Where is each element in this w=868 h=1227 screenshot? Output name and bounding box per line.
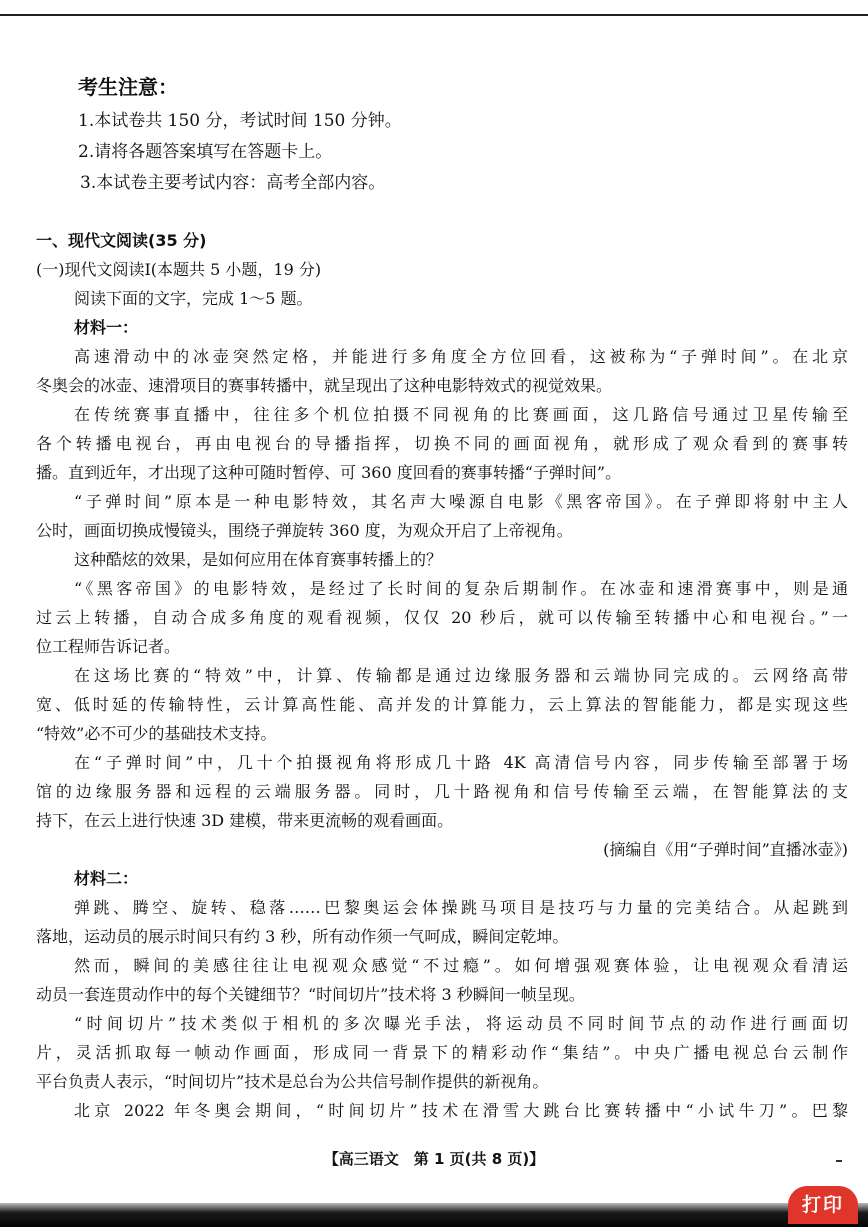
text-line: “子弹时间”原本是一种电影特效，其名声大噪源自电影《黑客帝国》。在子弹即将射中主人 — [74, 492, 848, 511]
notice-item: 2.请将各题答案填写在答题卡上。 — [78, 142, 333, 162]
text-line: 宽、低时延的传输特性，云计算高性能、高并发的计算能力，云上算法的智能能力，都是实现这些 — [36, 695, 848, 714]
text-line: 高速滑动中的冰壶突然定格，并能进行多角度全方位回看，这被称为“子弹时间”。在北京 — [74, 347, 848, 366]
notice-item: 3.本试卷主要考试内容：高考全部内容。 — [80, 173, 386, 193]
text-line: 这种酷炫的效果，是如何应用在体育赛事转播上的？ — [74, 550, 443, 569]
section-subheading: (一)现代文阅读Ⅰ(本题共 5 小题，19 分) — [36, 260, 322, 279]
material-1-source: (摘编自《用“子弹时间”直播冰壶》) — [603, 840, 848, 859]
text-line: 落地，运动员的展示时间只有约 3 秒，所有动作须一气呵成，瞬间定乾坤。 — [36, 927, 569, 946]
instruction: 阅读下面的文字，完成 1～5 题。 — [74, 289, 313, 308]
text-line: 北京 2022 年冬奥会期间，“时间切片”技术在滑雪大跳台比赛转播中“小试牛刀”。巴黎 — [74, 1101, 848, 1120]
bottom-bar — [0, 1203, 868, 1227]
material-1-label: 材料一： — [74, 318, 139, 337]
text-line: 弹跳、腾空、旋转、稳落……巴黎奥运会体操跳马项目是技巧与力量的完美结合。从起跳到 — [74, 898, 848, 917]
text-line: 播。直到近年，才出现了这种可随时暂停、可 360 度回看的赛事转播“子弹时间”。 — [36, 463, 622, 482]
notice-box — [78, 72, 402, 199]
corner-mark — [836, 1160, 842, 1162]
text-line: 然而，瞬间的美感往往让电视观众感觉“不过瘾”。如何增强观赛体验，让电视观众看清运 — [74, 956, 848, 975]
page-footer: 【高三语文 第 1 页(共 8 页)】 — [323, 1150, 545, 1168]
text-line: 动员一套连贯动作中的每个关键细节？“时间切片”技术将 3 秒瞬间一帧呈现。 — [36, 985, 585, 1004]
notice-title: 考生注意： — [78, 75, 178, 99]
material-2-label: 材料二： — [74, 869, 139, 888]
text-line: 馆的边缘服务器和远程的云端服务器。同时，几十路视角和信号传输至云端，在智能算法的支 — [36, 782, 848, 801]
text-line: 冬奥会的冰壶、速滑项目的赛事转播中，就呈现出了这种电影特效式的视觉效果。 — [36, 376, 613, 395]
text-line: 在这场比赛的“特效”中，计算、传输都是通过边缘服务器和云端协同完成的。云网络高带 — [74, 666, 848, 685]
text-line: 平台负责人表示，“时间切片”技术是总台为公共信号制作提供的新视角。 — [36, 1072, 549, 1091]
text-line: 片，灵活抓取每一帧动作画面，形成同一背景下的精彩动作“集结”。中央广播电视总台云制作 — [36, 1043, 848, 1062]
print-button[interactable]: 打印 — [788, 1186, 858, 1224]
text-line: “特效”必不可少的基础技术支持。 — [36, 724, 277, 743]
text-line: “时间切片”技术类似于相机的多次曝光手法，将运动员不同时间节点的动作进行画面切 — [74, 1014, 848, 1033]
text-line: “《黑客帝国》的电影特效，是经过了长时间的复杂后期制作。在冰壶和速滑赛事中，则是通 — [74, 579, 848, 598]
text-line: 过云上转播，自动合成多角度的观看视频，仅仅 20 秒后，就可以传输至转播中心和电视台。”一 — [36, 608, 848, 627]
section-heading: 一、现代文阅读(35 分) — [36, 231, 207, 250]
reading-section — [36, 226, 848, 1125]
top-rule — [0, 14, 868, 16]
text-line: 各个转播电视台，再由电视台的导播指挥，切换不同的画面视角，就形成了观众看到的赛事转 — [36, 434, 848, 453]
text-line: 在传统赛事直播中，往往多个机位拍摄不同视角的比赛画面，这几路信号通过卫星传输至 — [74, 405, 848, 424]
text-line: 持下，在云上进行快速 3D 建模，带来更流畅的观看画面。 — [36, 811, 454, 830]
text-line: 位工程师告诉记者。 — [36, 637, 181, 656]
text-line: 公时，画面切换成慢镜头，围绕子弹旋转 360 度，为观众开启了上帝视角。 — [36, 521, 573, 540]
notice-item: 1.本试卷共 150 分，考试时间 150 分钟。 — [78, 111, 402, 131]
text-line: 在“子弹时间”中，几十个拍摄视角将形成几十路 4K 高清信号内容，同步传输至部署于场 — [74, 753, 848, 772]
